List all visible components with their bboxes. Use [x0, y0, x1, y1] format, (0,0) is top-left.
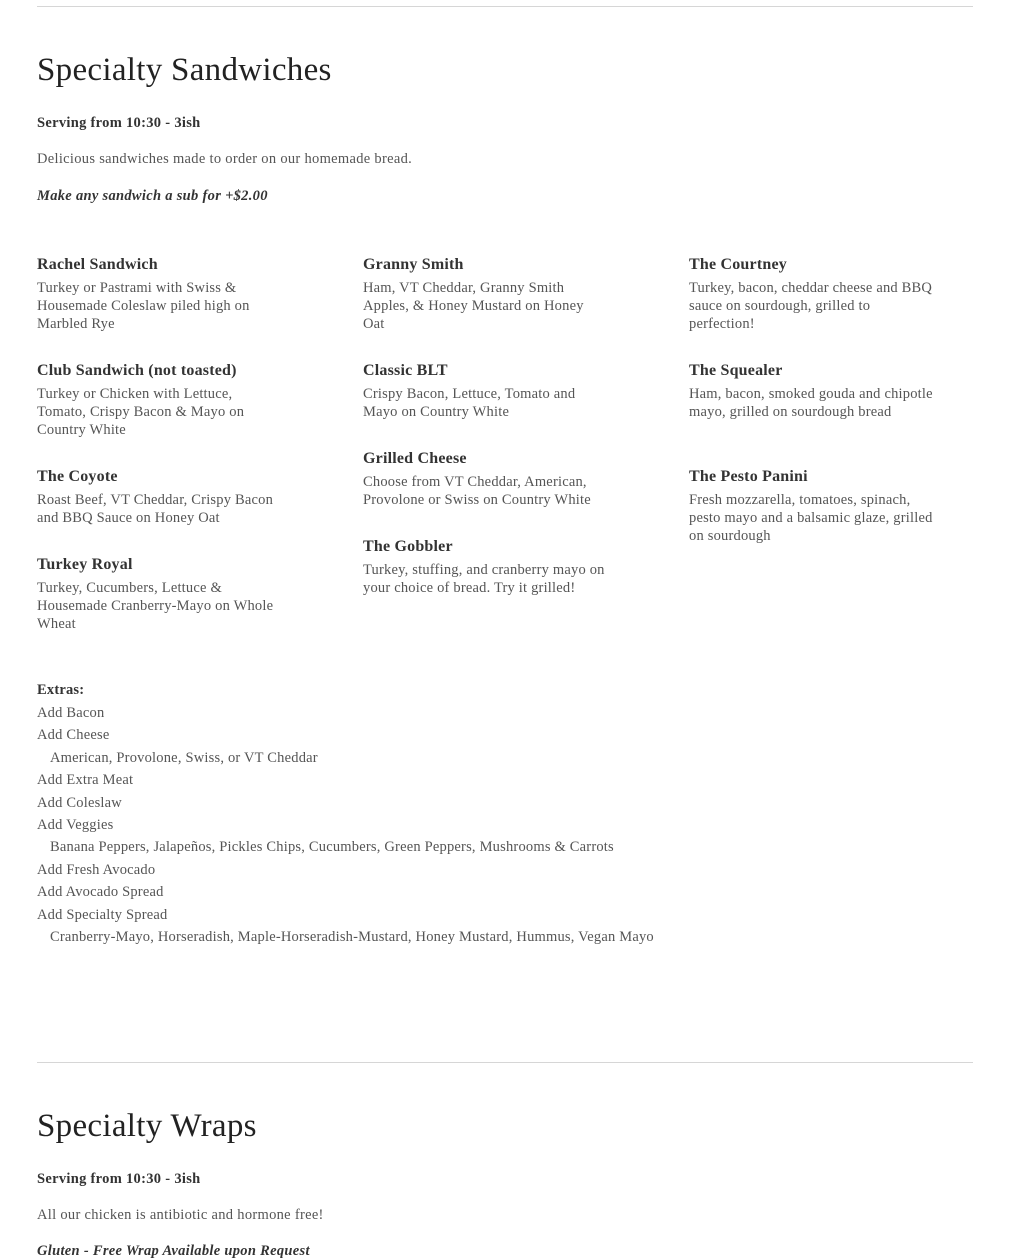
- menu-item-name: Turkey Royal: [37, 556, 133, 573]
- menu-item: [363, 255, 608, 333]
- extras-item: Add Specialty Spread: [37, 906, 168, 923]
- sandwiches-description: Delicious sandwiches made to order on our homemade bread.: [37, 151, 413, 167]
- extras-item: Add Extra Meat: [37, 772, 134, 789]
- menu-item-description: Fresh mozzarella, tomatoes, spinach, pesto mayo and a balsamic glaze, grilled on sourdough: [689, 492, 933, 544]
- menu-item: [363, 537, 608, 597]
- menu-item-name: The Coyote: [37, 468, 118, 485]
- menu-item-name: The Courtney: [689, 256, 787, 273]
- menu-item: [363, 361, 608, 421]
- menu-item: [37, 467, 282, 527]
- menu-item-name: Granny Smith: [363, 256, 464, 273]
- top-divider: [37, 6, 973, 7]
- menu-item-description: Choose from VT Cheddar, American, Provolone or Swiss on Country White: [363, 474, 591, 508]
- sandwiches-sub-note: Make any sandwich a sub for +$2.00: [37, 188, 268, 204]
- extras-item: Add Fresh Avocado: [37, 861, 156, 878]
- extras-item: Add Avocado Spread: [37, 884, 164, 901]
- extras-option-detail: American, Provolone, Swiss, or VT Cheddar: [50, 749, 318, 766]
- menu-item: [363, 449, 608, 509]
- wraps-heading: Specialty Wraps: [37, 1108, 257, 1144]
- menu-item-description: Turkey, bacon, cheddar cheese and BBQ sauce on sourdough, grilled to perfection!: [689, 280, 933, 332]
- sandwiches-heading: Specialty Sandwiches: [37, 52, 332, 88]
- menu-item: [37, 555, 282, 633]
- wraps-gluten-free-note: Gluten - Free Wrap Available upon Request: [37, 1243, 310, 1259]
- extras-item: Add Bacon: [37, 705, 105, 721]
- section-divider: [37, 1062, 973, 1063]
- extras-list: [37, 680, 654, 948]
- menu-item-name: Grilled Cheese: [363, 450, 467, 467]
- menu-item: [689, 467, 934, 545]
- menu-item-name: Club Sandwich (not toasted): [37, 362, 237, 379]
- menu-item: [37, 255, 282, 333]
- menu-item-description: Crispy Bacon, Lettuce, Tomato and Mayo on Country White: [363, 386, 576, 420]
- extras-title: Extras:: [37, 682, 85, 698]
- menu-item: [689, 255, 934, 333]
- menu-item: [689, 361, 934, 421]
- menu-item-name: The Squealer: [689, 362, 783, 379]
- extras-option-detail: Banana Peppers, Jalapeños, Pickles Chips, Cucumbers, Green Peppers, Mushrooms & Carrots: [50, 839, 614, 856]
- wraps-serving-hours: Serving from 10:30 - 3ish: [37, 1171, 201, 1187]
- sandwiches-serving-hours: Serving from 10:30 - 3ish: [37, 115, 201, 131]
- menu-item-name: Rachel Sandwich: [37, 256, 158, 273]
- extras-item: Add Coleslaw: [37, 794, 122, 811]
- menu-item-description: Turkey, Cucumbers, Lettuce & Housemade Cranberry-Mayo on Whole Wheat: [37, 580, 274, 632]
- menu-item-name: The Gobbler: [363, 538, 453, 555]
- menu-item-description: Ham, bacon, smoked gouda and chipotle mayo, grilled on sourdough bread: [689, 386, 933, 420]
- menu-item-name: Classic BLT: [363, 362, 448, 379]
- menu-item-description: Turkey or Chicken with Lettuce, Tomato, Crispy Bacon & Mayo on Country White: [37, 386, 245, 438]
- menu-item-name: The Pesto Panini: [689, 468, 808, 485]
- wraps-description: All our chicken is antibiotic and hormone free!: [37, 1207, 324, 1223]
- menu-item-description: Ham, VT Cheddar, Granny Smith Apples, & Honey Mustard on Honey Oat: [363, 280, 584, 332]
- extras-item: Add Veggies: [37, 816, 114, 833]
- extras-item: Add Cheese: [37, 727, 110, 744]
- menu-item-description: Turkey, stuffing, and cranberry mayo on your choice of bread. Try it grilled!: [363, 562, 605, 596]
- extras-option-detail: Cranberry-Mayo, Horseradish, Maple-Horseradish-Mustard, Honey Mustard, Hummus, Vegan Mayo: [50, 928, 654, 945]
- menu-item-description: Turkey or Pastrami with Swiss & Housemade Coleslaw piled high on Marbled Rye: [37, 280, 250, 332]
- menu-item-description: Roast Beef, VT Cheddar, Crispy Bacon and BBQ Sauce on Honey Oat: [37, 492, 274, 526]
- menu-item: [37, 361, 282, 439]
